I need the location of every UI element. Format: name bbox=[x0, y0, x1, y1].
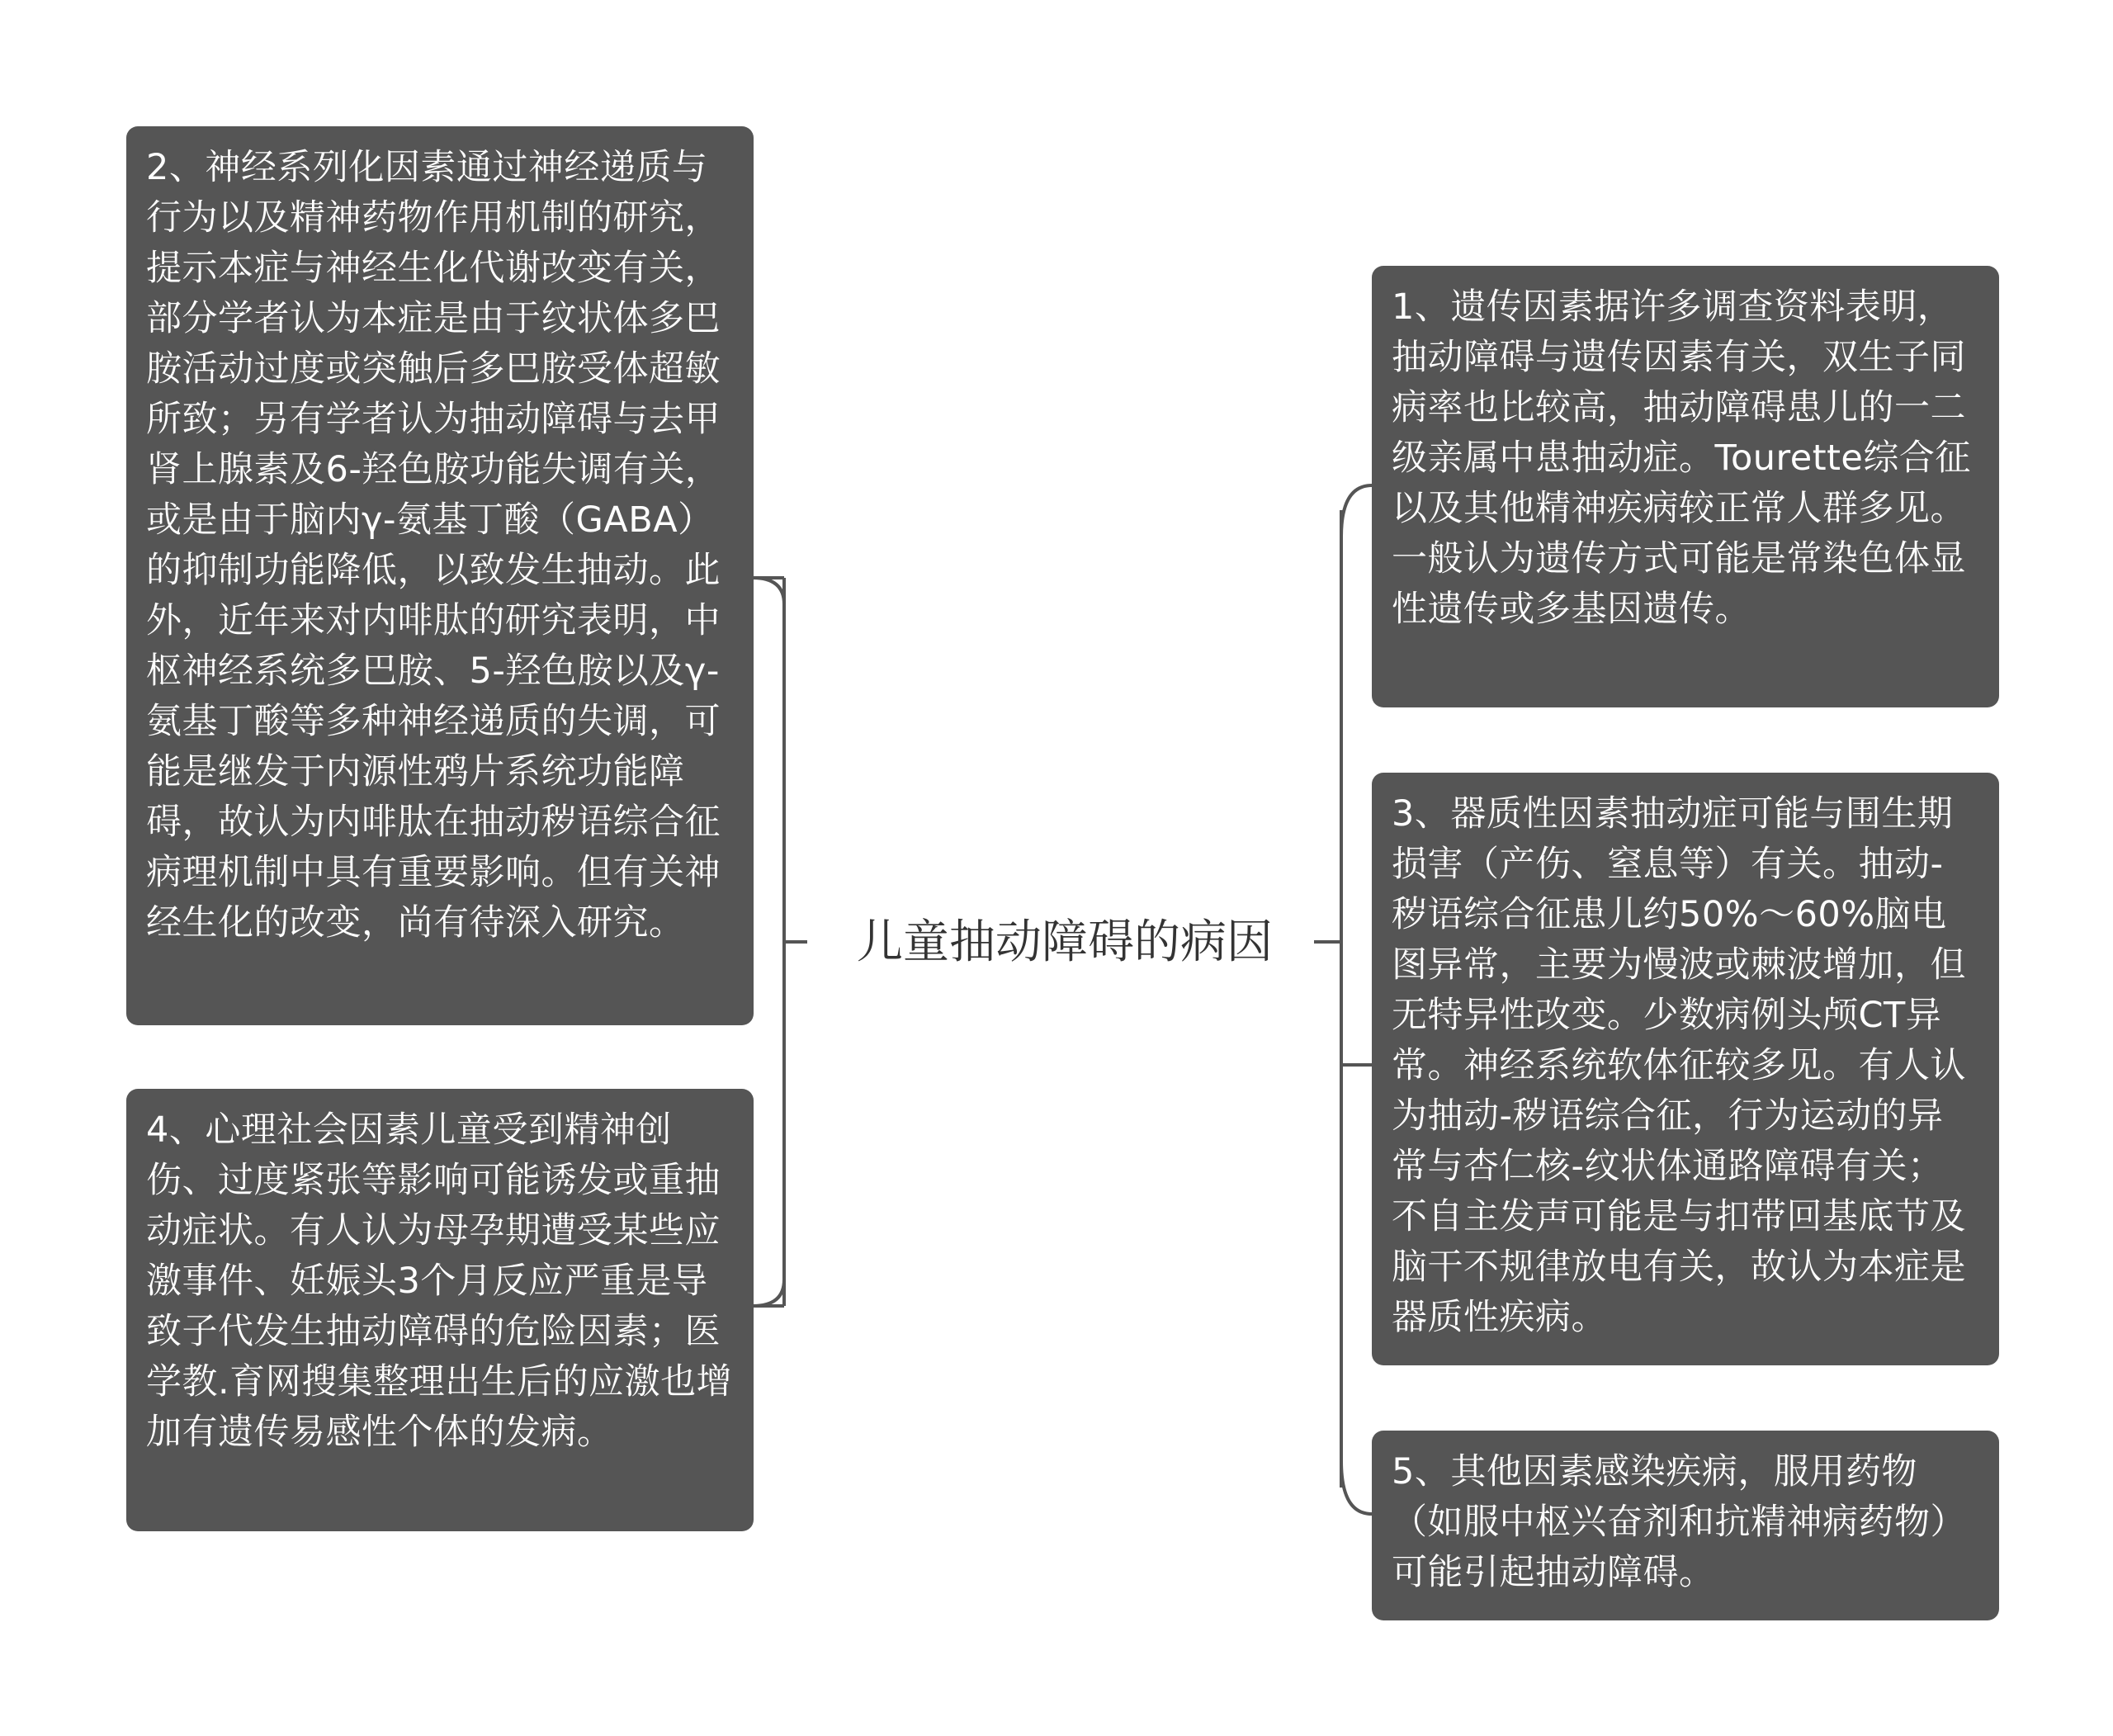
right-node-other[interactable]: 5、其他因素感染疾病，服用药物（如服中枢兴奋剂和抗精神病药物）可能引起抽动障碍。 bbox=[1372, 1431, 1999, 1620]
left-connector-bottom-curve bbox=[753, 1280, 784, 1306]
right-connector-bottom-curve bbox=[1341, 1461, 1372, 1514]
right-node-organic[interactable]: 3、器质性因素抽动症可能与围生期损害（产伤、窒息等）有关。抽动-秽语综合征患儿约50%～60%脑电图异常，主要为慢波或棘波增加，但无特异性改变。少数病例头颅CT异常。神经系统软体征较多见。有人认为抽动-秽语综合征，行为运动的异常与杏仁核-纹状体通路障碍有关；不自主发声可能是与扣带回基底节及脑干不规律放电有关，故认为本症是器质性疾病。 bbox=[1372, 773, 1999, 1365]
right-connector bbox=[1314, 510, 1372, 1488]
center-topic[interactable]: 儿童抽动障碍的病因 bbox=[857, 915, 1273, 969]
left-node-psychosocial[interactable]: 4、心理社会因素儿童受到精神创伤、过度紧张等影响可能诱发或重抽动症状。有人认为母孕期遭受某些应激事件、妊娠头3个月反应严重是导致子代发生抽动障碍的危险因素；医学教.育网搜集整理出生后的应激也增加有遗传易感性个体的发病。 bbox=[126, 1089, 754, 1531]
right-node-genetic[interactable]: 1、遗传因素据许多调查资料表明，抽动障碍与遗传因素有关，双生子同病率也比较高，抽动障碍患儿的一二级亲属中患抽动症。Tourette综合征以及其他精神疾病较正常人群多见。一般认为遗传方式可能是常染色体显性遗传或多基因遗传。 bbox=[1372, 266, 1999, 707]
left-connector-top-curve bbox=[753, 578, 784, 604]
right-connector-top-curve bbox=[1341, 485, 1372, 537]
left-connector bbox=[753, 578, 807, 1306]
left-node-neurochemical[interactable]: 2、神经系列化因素通过神经递质与行为以及精神药物作用机制的研究，提示本症与神经生化代谢改变有关，部分学者认为本症是由于纹状体多巴胺活动过度或突触后多巴胺受体超敏所致；另有学者认为抽动障碍与去甲肾上腺素及6-羟色胺功能失调有关，或是由于脑内γ-氨基丁酸（GABA）的抑制功能降低，以致发生抽动。此外，近年来对内啡肽的研究表明，中枢神经系统多巴胺、5-羟色胺以及γ-氨基丁酸等多种神经递质的失调，可能是继发于内源性鸦片系统功能障碍，故认为内啡肽在抽动秽语综合征病理机制中具有重要影响。但有关神经生化的改变，尚有待深入研究。 bbox=[126, 126, 754, 1025]
